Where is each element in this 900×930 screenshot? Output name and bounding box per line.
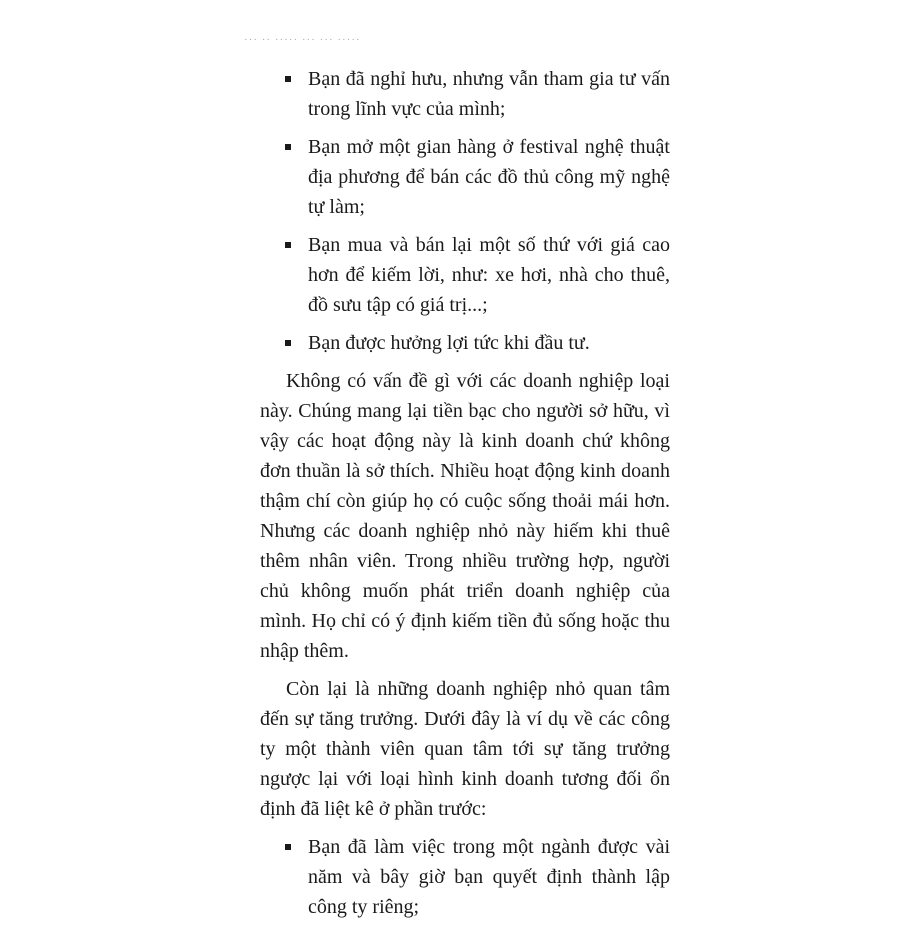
list-item — [260, 132, 670, 222]
list-item-text: Bạn mở một gian hàng ở festival nghệ thuật địa phương để bán các đồ thủ công mỹ nghệ tự làm; — [308, 136, 670, 218]
bullet-icon — [285, 340, 291, 346]
list-item-text: Bạn đã làm việc trong một ngành được vài năm và bây giờ bạn quyết định thành lập công ty riêng; — [308, 836, 670, 918]
list-item — [260, 328, 670, 358]
bullet-list-top — [260, 64, 670, 358]
bullet-icon — [285, 76, 291, 82]
list-item-text: Bạn được hưởng lợi tức khi đầu tư. — [308, 332, 590, 354]
bullet-icon — [285, 242, 291, 248]
list-item — [260, 832, 670, 922]
bullet-list-bottom — [260, 832, 670, 922]
paragraph: Không có vấn đề gì với các doanh nghiệp loại này. Chúng mang lại tiền bạc cho người sở hữu, vì vậy các hoạt động này là kinh doanh chứ không đơn thuần là sở thích. Nhiều hoạt động kinh doanh thậm chí còn giúp họ có cuộc sống thoải mái hơn. Nhưng các doanh nghiệp nhỏ này hiếm khi thuê thêm nhân viên. Trong nhiều trường hợp, người chủ không muốn phát triển doanh nghiệp của mình. Họ chỉ có ý định kiếm tiền đủ sống hoặc thu nhập thêm. — [260, 370, 670, 662]
running-header: ··· ·· ····· ··· ··· ····· — [244, 34, 361, 46]
bullet-icon — [285, 844, 291, 850]
paragraph: Còn lại là những doanh nghiệp nhỏ quan tâm đến sự tăng trưởng. Dưới đây là ví dụ về các công ty một thành viên quan tâm tới sự tăng trưởng ngược lại với loại hình kinh doanh tương đối ổn định đã liệt kê ở phần trước: — [260, 678, 670, 820]
page-text — [260, 64, 670, 930]
bullet-icon — [285, 144, 291, 150]
list-item-text: Bạn đã nghỉ hưu, nhưng vẫn tham gia tư vấn trong lĩnh vực của mình; — [308, 68, 670, 120]
list-item — [260, 64, 670, 124]
list-item — [260, 230, 670, 320]
list-item-text: Bạn mua và bán lại một số thứ với giá cao hơn để kiếm lời, như: xe hơi, nhà cho thuê, đồ sưu tập có giá trị...; — [308, 234, 670, 316]
